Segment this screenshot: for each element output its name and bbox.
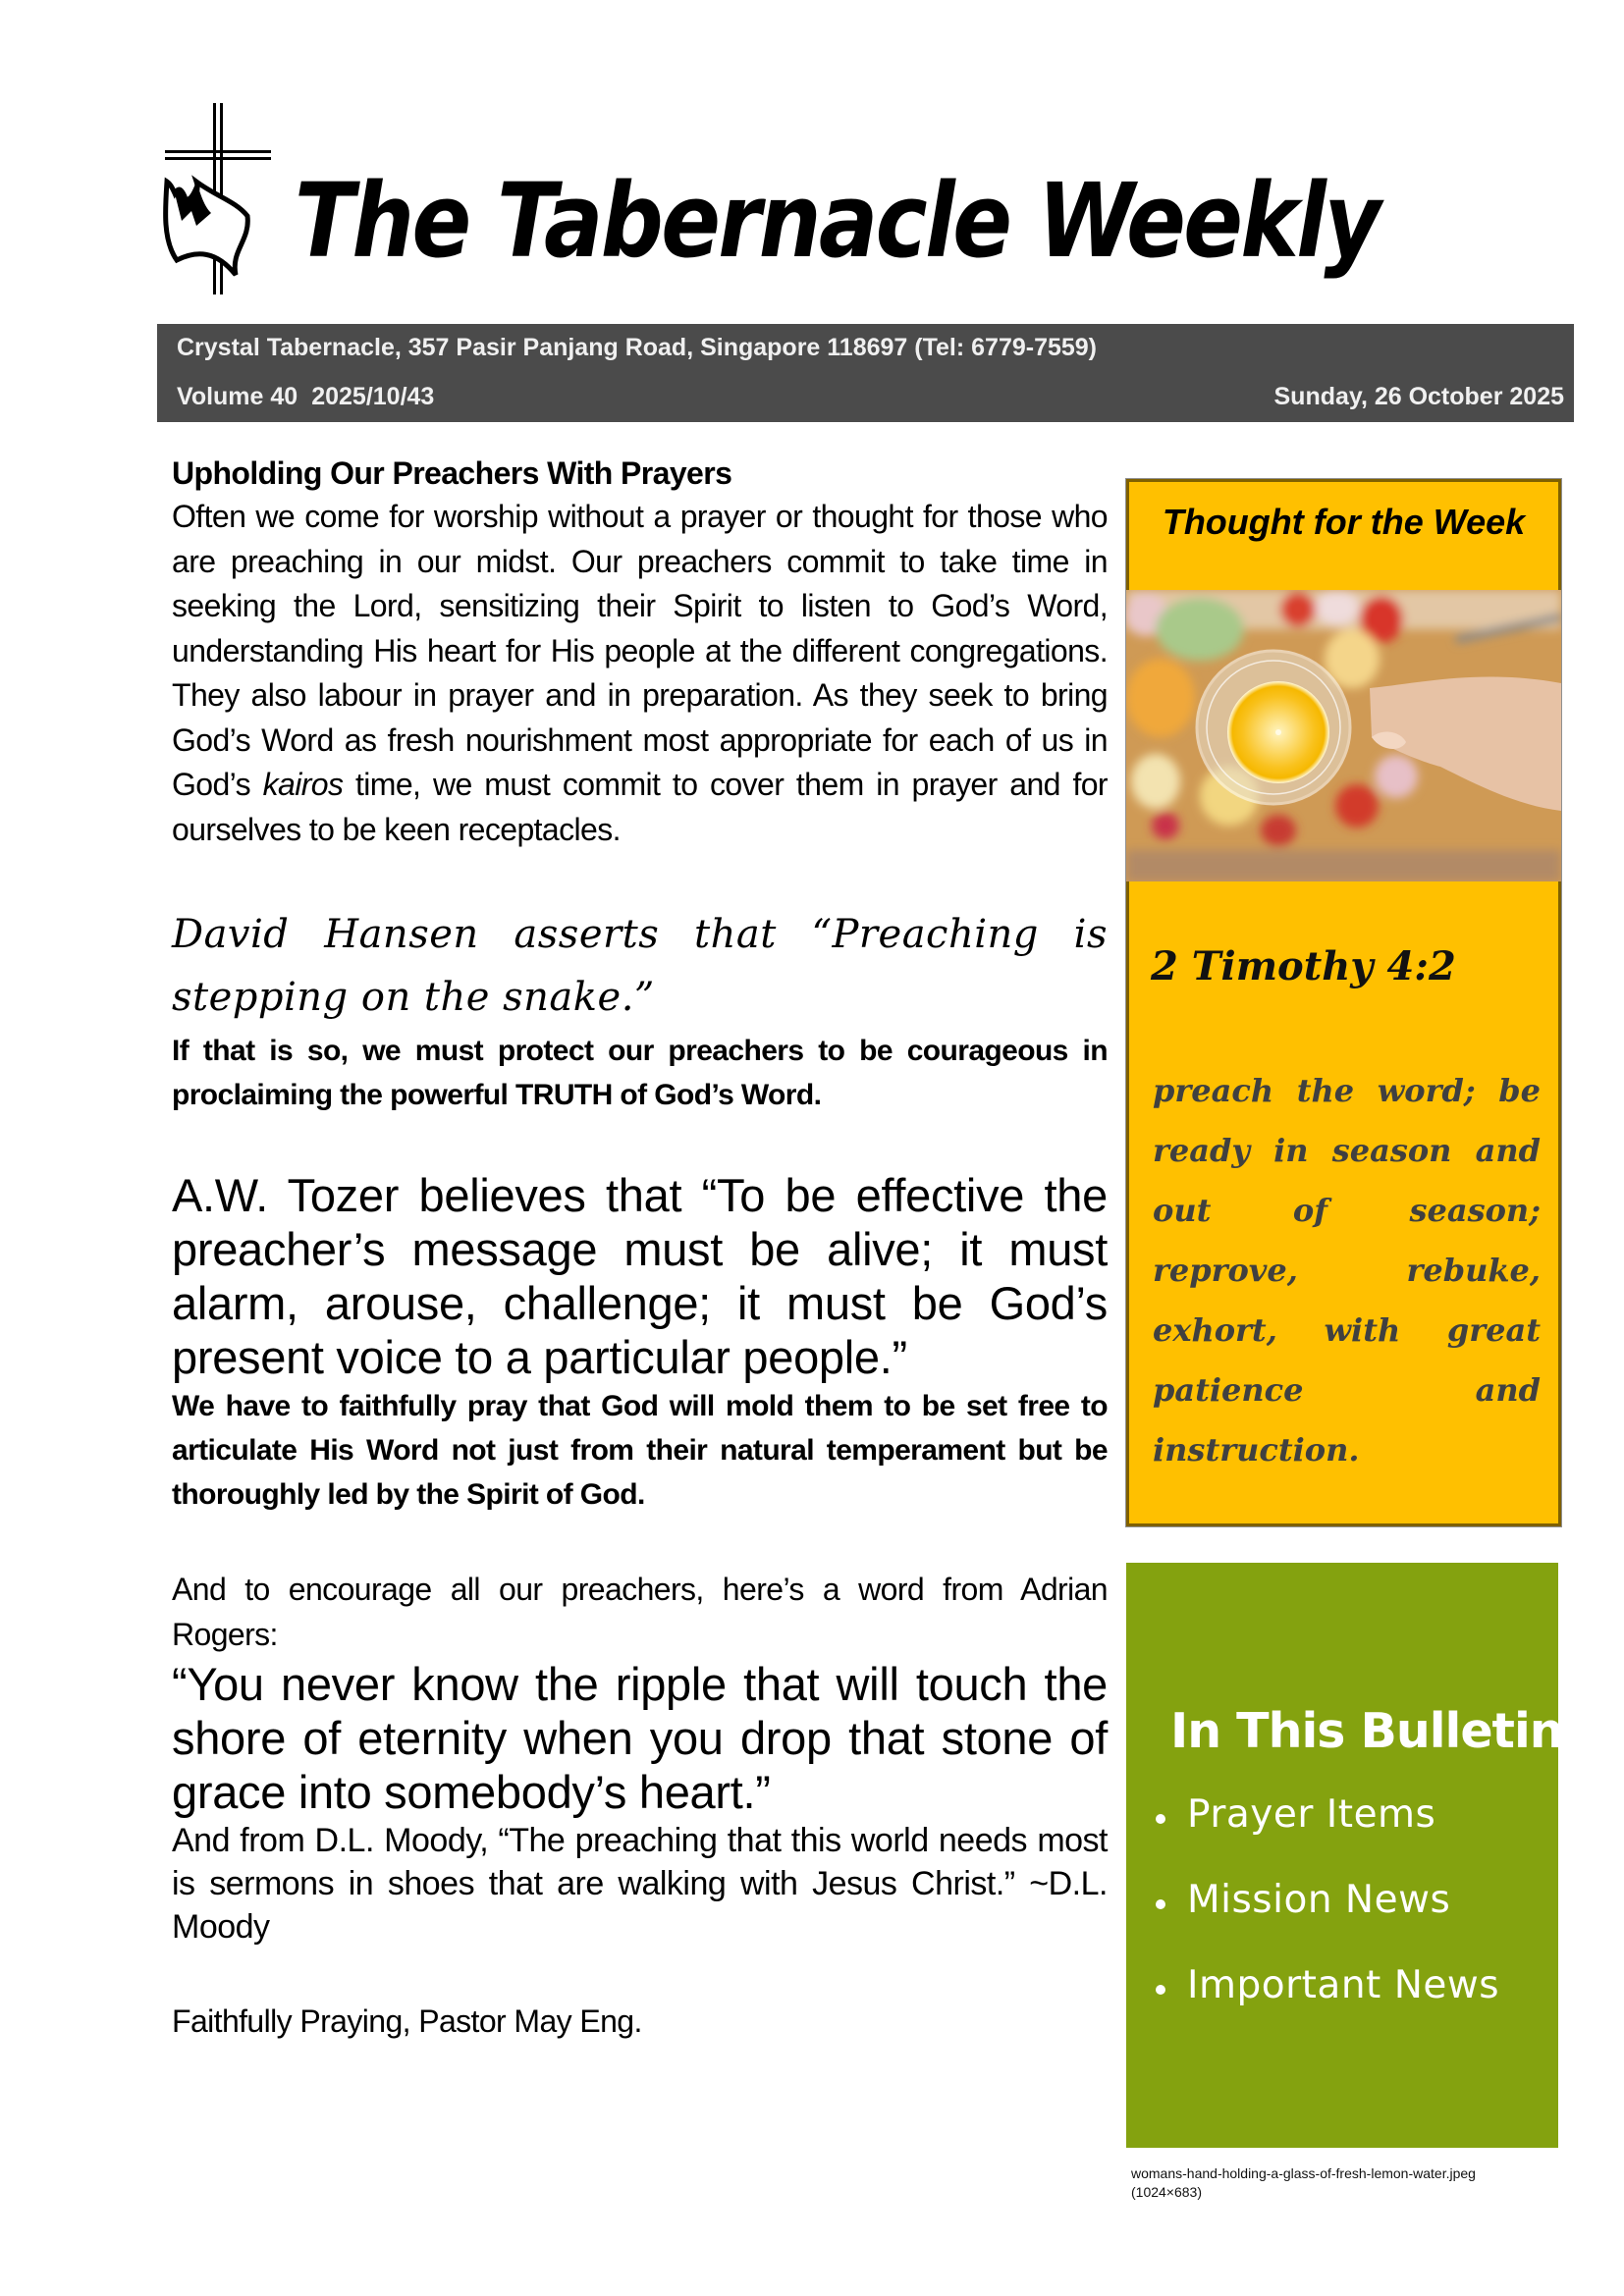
intro-italic-word: kairos	[262, 767, 344, 802]
moody-paragraph	[172, 1819, 1108, 1949]
verse-reference: 2 Timothy 4:2	[1151, 943, 1456, 989]
image-caption	[1131, 2164, 1476, 2202]
spacer	[172, 1949, 1108, 2000]
bulletin-item-prayer-items[interactable]	[1156, 1793, 1499, 1858]
bulletin-item-label: Mission News	[1187, 1878, 1451, 1922]
image-dimensions: (1024×683)	[1131, 2184, 1203, 2200]
bulletin-item-label: Prayer Items	[1187, 1792, 1436, 1837]
article-title: Upholding Our Preachers With Prayers	[172, 455, 732, 491]
issue-info	[177, 383, 434, 411]
spacer	[172, 1117, 1108, 1168]
thought-title: Thought for the Week	[1162, 502, 1526, 542]
spacer	[172, 852, 1108, 903]
article-intro	[172, 495, 1108, 852]
verse-text: preach the word; be ready in season and out of season; reprove, rebuke, exhort, with great patience and instruction.	[1153, 1072, 1541, 1468]
bulletin-title: In This Bulletin	[1170, 1703, 1563, 1759]
issue-number: 2025/10/43	[311, 383, 435, 410]
image-filename: womans-hand-holding-a-glass-of-fresh-lemon-water.jpeg	[1131, 2165, 1476, 2181]
tozer-followup: We have to faithfully pray that God will mold them to be set free to articulate His Word not just from their natural temperament but be thoroughly led by the Spirit of God.	[172, 1390, 1108, 1511]
bullet-icon	[1156, 1985, 1165, 1995]
bullet-icon	[1156, 1899, 1165, 1909]
rogers-intro: And to encourage all our preachers, here’s a word from Adrian Rogers:	[172, 1572, 1108, 1652]
main-article	[172, 452, 1108, 2045]
signoff: Faithfully Praying, Pastor May Eng.	[172, 2003, 642, 2039]
bulletin-item-label: Important News	[1187, 1963, 1500, 2007]
in-this-bulletin-box	[1126, 1563, 1563, 2148]
bullet-icon	[1156, 1814, 1165, 1824]
moody-intro: And from D.L. Moody,	[172, 1822, 499, 1859]
masthead-title: The Tabernacle Weekly	[295, 161, 1380, 281]
spacer	[172, 1517, 1108, 1568]
hansen-quote: David Hansen asserts that “Preaching is stepping on the snake.”	[172, 912, 1108, 1020]
cross-and-dove-flame-icon	[157, 103, 275, 294]
lemon-water-image	[1126, 590, 1561, 881]
intro-text-part1: Often we come for worship without a prayer or thought for those who are preaching in our midst. Our preachers commit to take time in seeking the Lord, sensitizing their Spirit to listen to God’s Word, understanding His heart for His people at the different congregations. They also labour in prayer and in preparation. As they seek to bring God’s Word as fresh nourishment most appropriate for each of us in God’s	[172, 499, 1108, 802]
thought-for-week-box	[1126, 479, 1561, 1526]
bulletin-item-important-news[interactable]	[1156, 1964, 1499, 2029]
header-bar	[157, 324, 1574, 422]
moody-quote: “The preaching that this world needs most is sermons in shoes that are walking with Jesus Christ.”	[172, 1822, 1108, 1902]
intro-text-part2: time, we must commit to cover them in prayer and for ourselves to be keen receptacles.	[172, 767, 1108, 847]
bulletin-item-mission-news[interactable]	[1156, 1879, 1499, 1944]
issue-date: Sunday, 26 October 2025	[1273, 383, 1564, 410]
hansen-followup: If that is so, we must protect our preachers to be courageous in proclaiming the powerful TRUTH of God’s Word.	[172, 1035, 1108, 1111]
church-address: Crystal Tabernacle, 357 Pasir Panjang Road, Singapore 118697 (Tel: 6779-7559)	[177, 334, 1098, 361]
rogers-quote: “You never know the ripple that will touch the shore of eternity when you drop that stone of grace into somebody’s heart.”	[172, 1658, 1108, 1818]
tozer-quote: A.W. Tozer believes that “To be effective the preacher’s message must be alive; it must alarm, arouse, challenge; it must be God’s present voice to a particular people.”	[172, 1169, 1108, 1383]
moody-attribution: ~D.L. Moody	[172, 1865, 1108, 1946]
bulletin-list	[1156, 1793, 1499, 2029]
volume-number: Volume 40	[177, 383, 298, 410]
